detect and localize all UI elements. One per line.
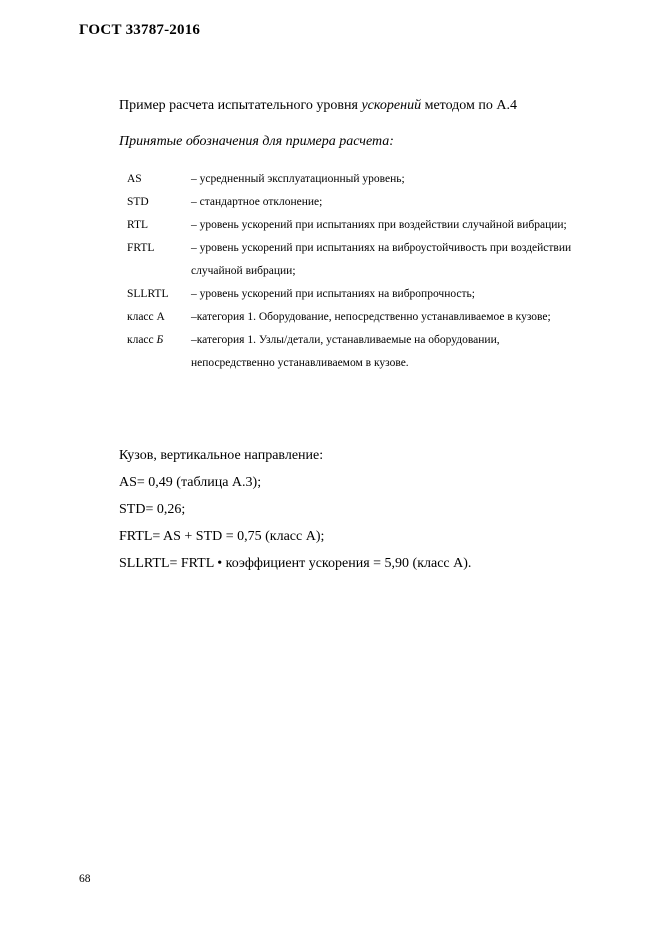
definition-term — [127, 329, 191, 352]
definition-row-as — [127, 168, 577, 191]
formula-std: STD= 0,26; — [119, 502, 186, 517]
definition-term: SLLRTL — [127, 288, 169, 300]
definition-text: – усредненный эксплуатационный уровень; — [191, 173, 405, 185]
intro-text-italic: ускорений — [361, 98, 422, 113]
definition-term: FRTL — [127, 242, 155, 254]
definition-text: – уровень ускорений при испытаниях на вибропрочность; — [191, 288, 475, 300]
definition-row-sllrtl — [127, 283, 577, 306]
page-number: 68 — [79, 873, 91, 885]
formula-sllrtl: SLLRTL= FRTL • коэффициент ускорения = 5,90 (класс А). — [119, 556, 472, 571]
definition-row-class-b — [127, 329, 577, 375]
definition-term-letter: Б — [156, 334, 164, 346]
definition-term-prefix: класс — [127, 311, 157, 323]
definition-text: – стандартное отклонение; — [191, 196, 323, 208]
definition-row-std — [127, 191, 577, 214]
calculation-block — [119, 445, 471, 580]
definition-text: –категория 1. Оборудование, непосредственно устанавливаемое в кузове; — [191, 311, 551, 323]
intro-text-start: Пример расчета испытательного уровня — [119, 98, 362, 113]
document-header: ГОСТ 33787-2016 — [79, 22, 201, 38]
definition-text: – уровень ускорений при испытаниях на виброустойчивость при воздействии случайной вибрации; — [191, 242, 572, 277]
notation-subheading: Принятые обозначения для примера расчета: — [119, 134, 394, 149]
definition-term: STD — [127, 196, 149, 208]
definition-text: –категория 1. Узлы/детали, устанавливаемые на оборудовании, непосредственно устанавливаемом в кузове. — [191, 334, 500, 369]
intro-text-end: методом по А.4 — [421, 98, 517, 113]
definition-row-frtl — [127, 237, 577, 283]
definition-term: RTL — [127, 219, 149, 231]
definitions-list — [127, 168, 577, 375]
definition-row-class-a — [127, 306, 577, 329]
definition-text: – уровень ускорений при испытаниях при воздействии случайной вибрации; — [191, 219, 567, 231]
definition-term-prefix: класс — [127, 334, 157, 346]
definition-term: AS — [127, 173, 142, 185]
example-intro-paragraph — [119, 98, 517, 114]
calculation-heading: Кузов, вертикальное направление: — [119, 448, 324, 463]
formula-as: AS= 0,49 (таблица А.3); — [119, 475, 262, 490]
definition-row-rtl — [127, 214, 577, 237]
definition-term-letter: A — [156, 311, 165, 323]
formula-frtl: FRTL= AS + STD = 0,75 (класс А); — [119, 529, 325, 544]
definition-term — [127, 306, 191, 329]
